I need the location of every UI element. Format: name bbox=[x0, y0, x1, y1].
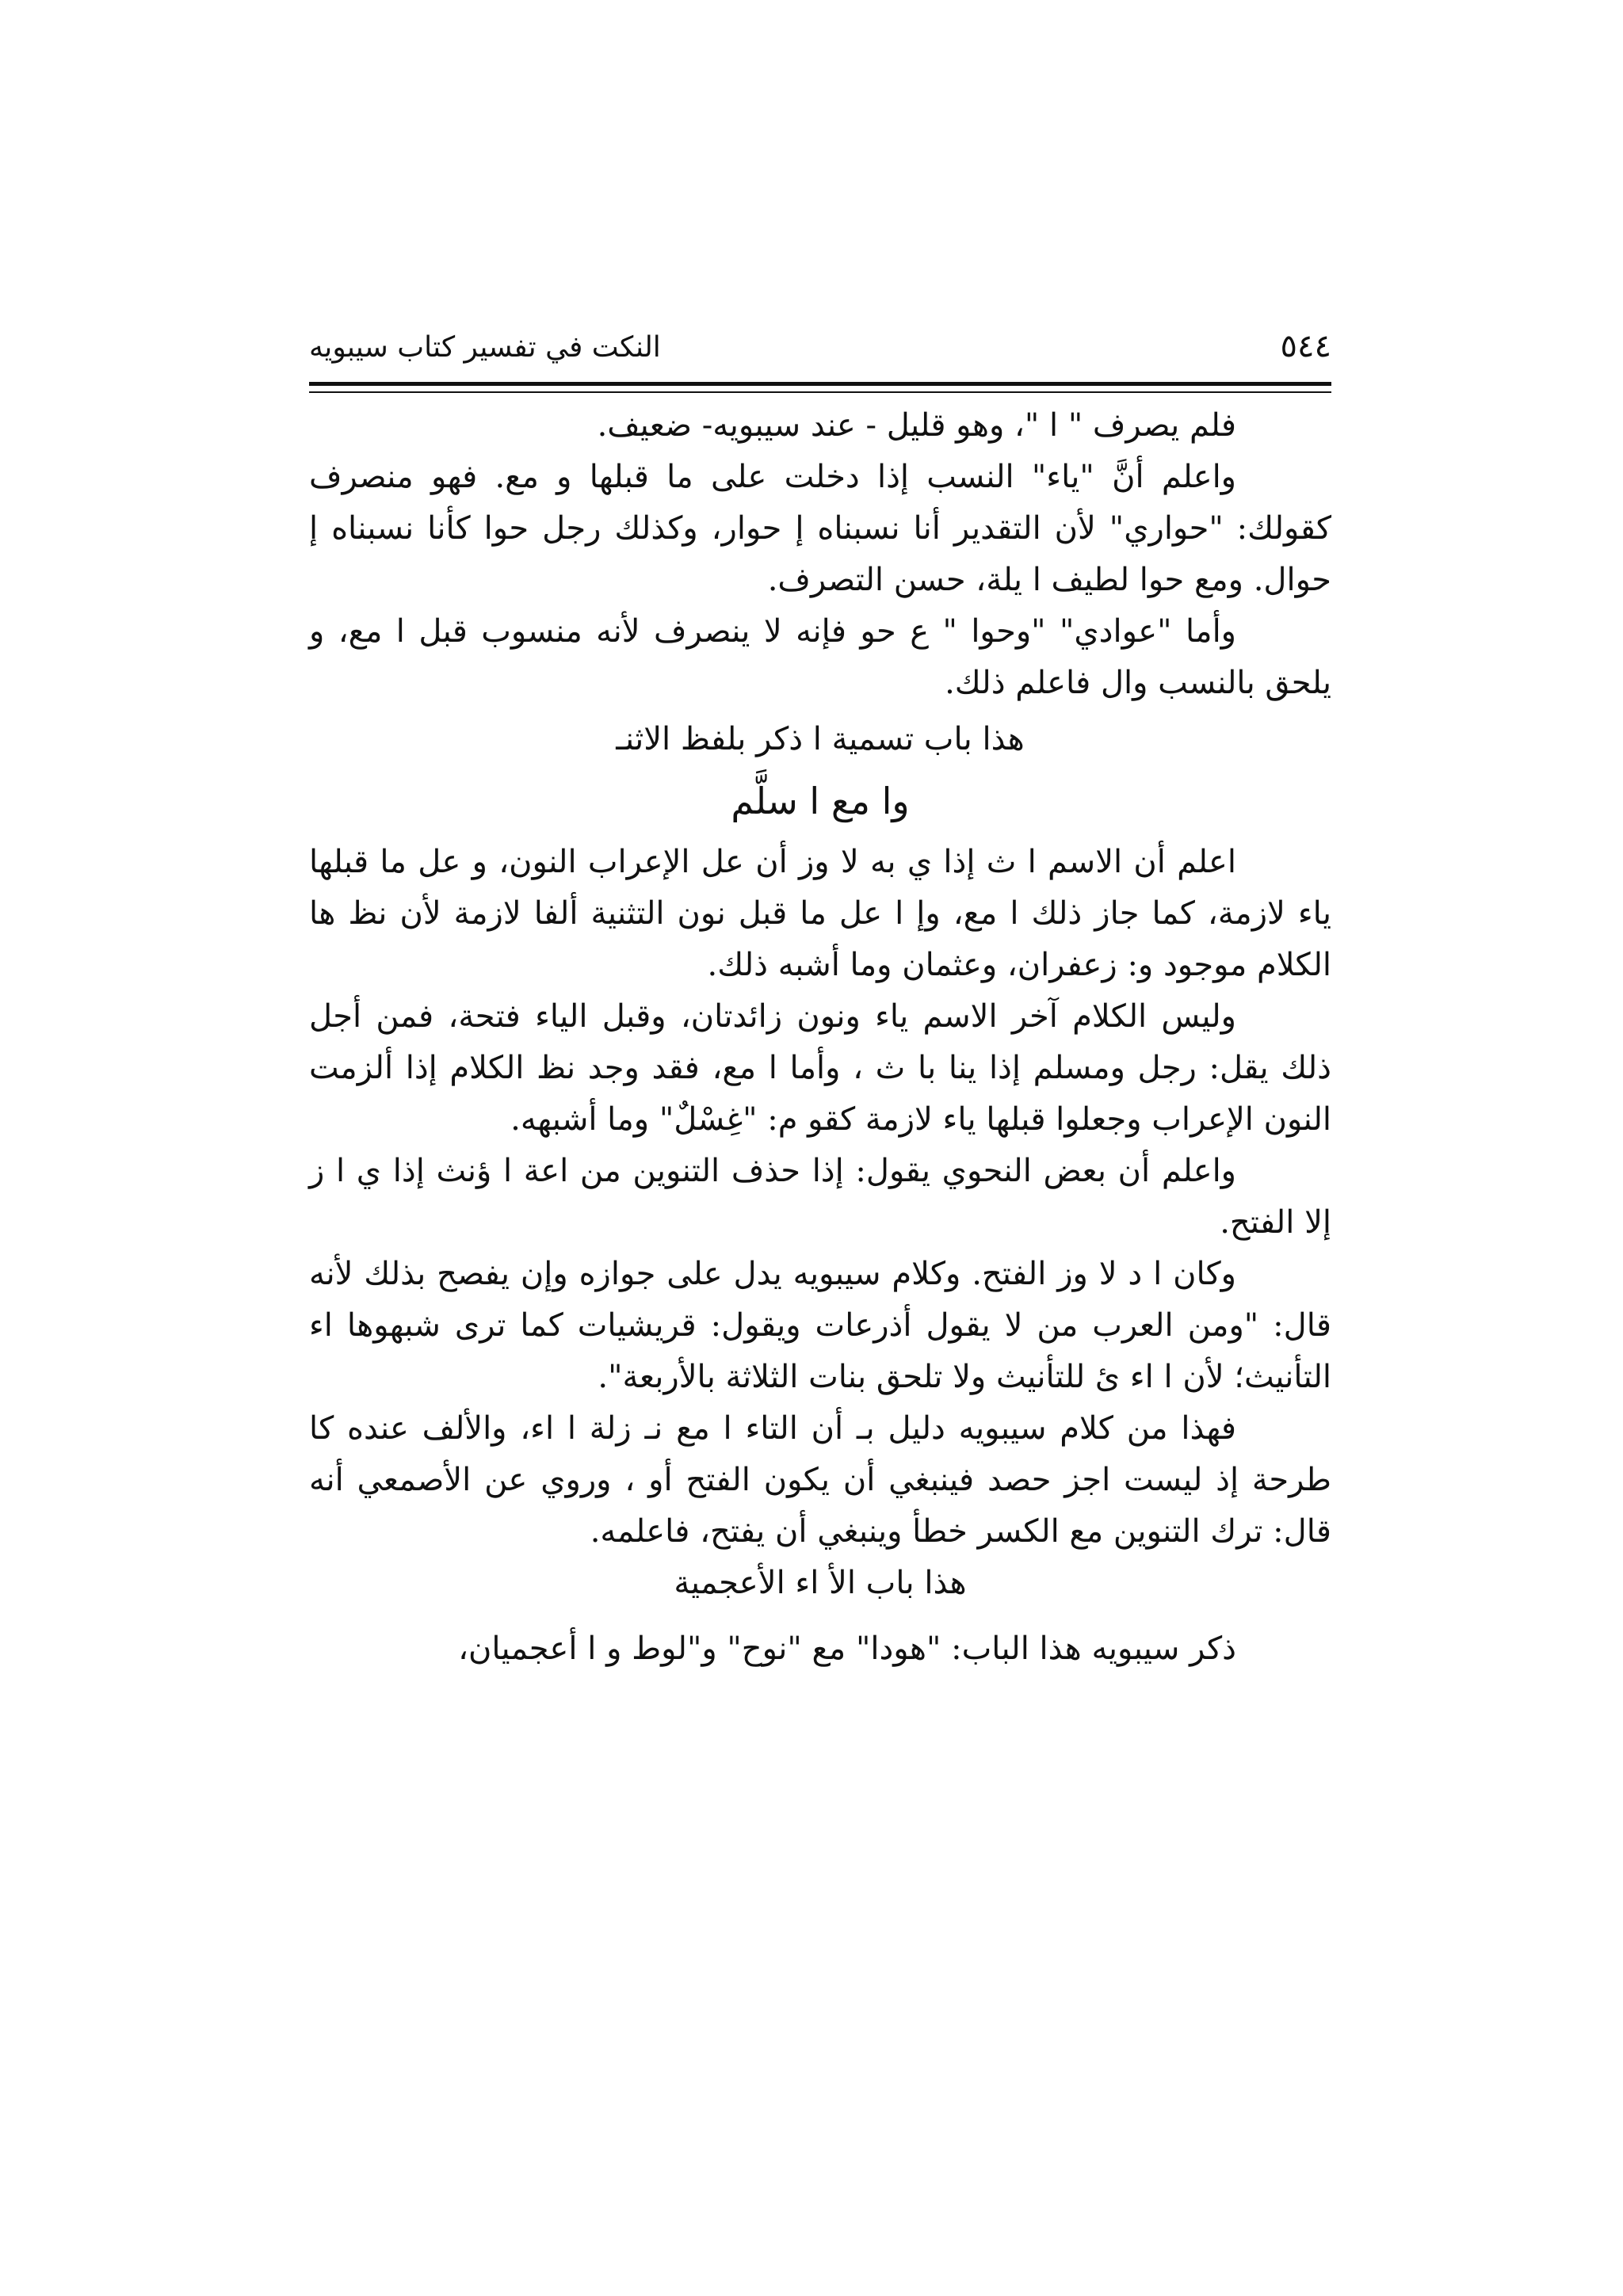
body-text bbox=[309, 400, 1331, 1675]
header-rule-thick bbox=[309, 382, 1331, 386]
running-header bbox=[309, 325, 1331, 380]
header-rule-thin bbox=[309, 391, 1331, 393]
paragraph: اعلم أن الاسم ا ث إذا ي به لا وز أن عل الإعراب النون، و عل ما قبلها ياء لازمة، كما جاز ذلك ا مع، وإ ا عل ما قبل نون التثنية ألفا لازمة لأن نظ ها الكلام موجود و: زعفران، وعثمان وما أشبه ذلك. bbox=[309, 844, 1331, 983]
section-heading-continued: وا مع ا سلَّم bbox=[731, 780, 910, 822]
paragraph: وليس الكلام آخر الاسم ياء ونون زائدتان، وقبل الياء فتحة، فمن أجل ذلك يقل: رجل ومسلم إذا ينا با ث ، وأما ا مع، فقد وجد نظ الكلام إذا ألزمت النون الإعراب وجعلوا قبلها ياء لازمة كقو م: "غِسْلٌ" وما أشبهه. bbox=[309, 998, 1331, 1138]
book-title: النكت في تفسير كتاب سيبويه bbox=[309, 331, 661, 364]
paragraph: فلم يصرف " ا "، وهو قليل - عند سيبويه- ضعيف. bbox=[597, 407, 1236, 444]
paragraph: وكان ا د لا وز الفتح. وكلام سيبويه يدل على جوازه وإن يفصح بذلك لأنه قال: "ومن العرب من لا يقول أذرعات ويقول: قريشيات كما ترى شبهوها اء التأنيث؛ لأن ا اء ئ للتأنيث ولا تلحق بنات الثلاثة بالأربعة". bbox=[309, 1256, 1331, 1395]
page-number: ٥٤٤ bbox=[1280, 328, 1331, 364]
paragraph: واعلم أنَّ "ياء" النسب إذا دخلت على ما قبلها و مع. فهو منصرف كقولك: "حواري" لأن التقدير أنا نسبناه إ حوار، وكذلك رجل حوا كأنا نسبناه إ حوال. ومع حوا لطيف ا يلة، حسن التصرف. bbox=[309, 459, 1331, 598]
paragraph: فهذا من كلام سيبويه دليل بـ أن التاء ا مع نـ زلة ا اء، والألف عنده كا طرحة إذ ليست اجز حصد فينبغي أن يكون الفتح أو ، وروي عن الأصمعي أنه قال: ترك التنوين مع الكسر خطأ وينبغي أن يفتح، فاعلمه. bbox=[309, 1410, 1331, 1550]
paragraph: وأما "عوادي" "وحوا " ع حو فإنه لا ينصرف لأنه منسوب قبل ا مع، و يلحق بالنسب وال فاعلم ذلك. bbox=[309, 613, 1331, 701]
section-heading: هذا باب الأ اء الأعجمية bbox=[674, 1565, 967, 1601]
paragraph: ذكر سيبويه هذا الباب: "هودا" مع "نوح" و"لوط و ا أعجميان، bbox=[458, 1630, 1236, 1667]
paragraph: واعلم أن بعض النحوي يقول: إذا حذف التنوين من اعة ا ؤنث إذا ي ا ز إلا الفتح. bbox=[309, 1153, 1331, 1241]
section-heading: هذا باب تسمية ا ذكر بلفظ الاثنـ bbox=[616, 721, 1025, 757]
